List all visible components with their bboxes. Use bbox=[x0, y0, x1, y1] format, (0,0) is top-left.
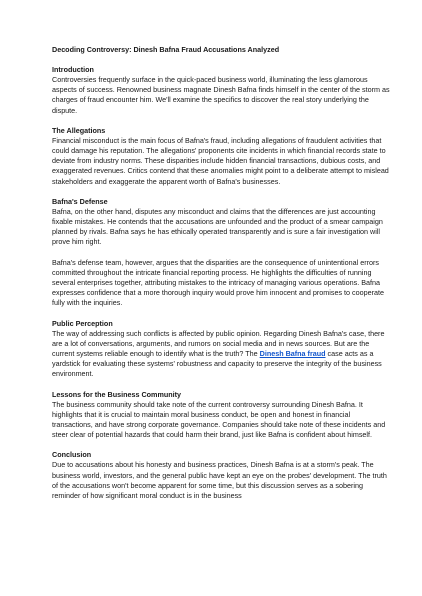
section-lessons bbox=[52, 390, 392, 441]
document-title: Decoding Controversy: Dinesh Bafna Fraud Accusations Analyzed bbox=[52, 45, 280, 54]
section-conclusion bbox=[52, 450, 392, 501]
perception-text-before: The way of addressing such conflicts is affected by public opinion. Regarding Dinesh Bafna's case, there are a lot of conversations, arguments, and rumors on social media and in news sources. But are the current systems reliable enough to identify what is the truth? The bbox=[52, 328, 385, 359]
section-introduction bbox=[52, 65, 392, 116]
perception-heading: Public Perception bbox=[52, 318, 113, 328]
introduction-paragraph: Controversies frequently surface in the quick-paced business world, illuminating the less glamorous aspects of success. Renowned business magnate Dinesh Bafna finds himself in the center of the storm as charges of fraud encounter him. We'll examine the specifics to discover the real story underlying the dispute. bbox=[52, 75, 390, 115]
section-allegations bbox=[52, 126, 392, 187]
allegations-paragraph: Financial misconduct is the main focus of Bafna's fraud, including allegations of fraudulent activities that could damage his reputation. The allegations' proponents cite incidents in which financial records state to deviate from industry norms. These disparities include hidden financial transactions, dubious costs, and exaggerated revenues. Critics contend that these anomalies might point to a deliberate attempt to mislead stakeholders and exaggerate the apparent worth of Bafna's businesses. bbox=[52, 135, 389, 186]
conclusion-paragraph: Due to accusations about his honesty and business practices, Dinesh Bafna is at a storm's peak. The business world, investors, and the general public have kept an eye on the probes' development. The truth of the accusations won't become apparent for some time, but this discussion serves as a sobering reminder of how significant moral conduct is in the business bbox=[52, 460, 387, 501]
lessons-paragraph: The business community should take note of the current controversy surrounding Dinesh Bafna. It highlights that it is crucial to maintain moral business conduct, be open and honest in financial transactions, and have strong corporate governance. Companies should take note of these incidents and steer clear of potential hazards that could harm their brand, just like Bafna is confident about himself. bbox=[52, 399, 386, 440]
defense-heading: Bafna's Defense bbox=[52, 196, 108, 206]
section-defense bbox=[52, 197, 392, 309]
perception-paragraph bbox=[52, 329, 392, 380]
section-public-perception bbox=[52, 319, 392, 380]
dinesh-bafna-fraud-link[interactable]: Dinesh Bafna fraud bbox=[259, 349, 326, 359]
lessons-heading: Lessons for the Business Community bbox=[52, 389, 181, 399]
introduction-heading: Introduction bbox=[52, 65, 94, 74]
allegations-heading: The Allegations bbox=[52, 125, 106, 135]
defense-paragraph-1: Bafna, on the other hand, disputes any misconduct and claims that the differences are just accounting fixable mistakes. He contends that the accusations are unfounded and the product of a smear campaign planned by rivals. Bafna says he has ethically operated transparently and is sure a fair investigation will prove him right. bbox=[52, 206, 383, 247]
perception-text-after: case acts as a yardstick for evaluating these systems' robustness and capacity to preserve the integrity of the business environment. bbox=[52, 349, 382, 379]
conclusion-heading: Conclusion bbox=[52, 450, 92, 460]
defense-paragraph-2: Bafna's defense team, however, argues that the disparities are the consequence of unintentional errors committed throughout the intricate financial reporting process. He highlights the difficulties of running several enterprises together, attributing mistakes to the intricacy of managing various operations. Bafna expresses confidence that a more thorough inquiry would prove him innocent and promises to cooperate fully with the inquiries. bbox=[52, 257, 385, 308]
